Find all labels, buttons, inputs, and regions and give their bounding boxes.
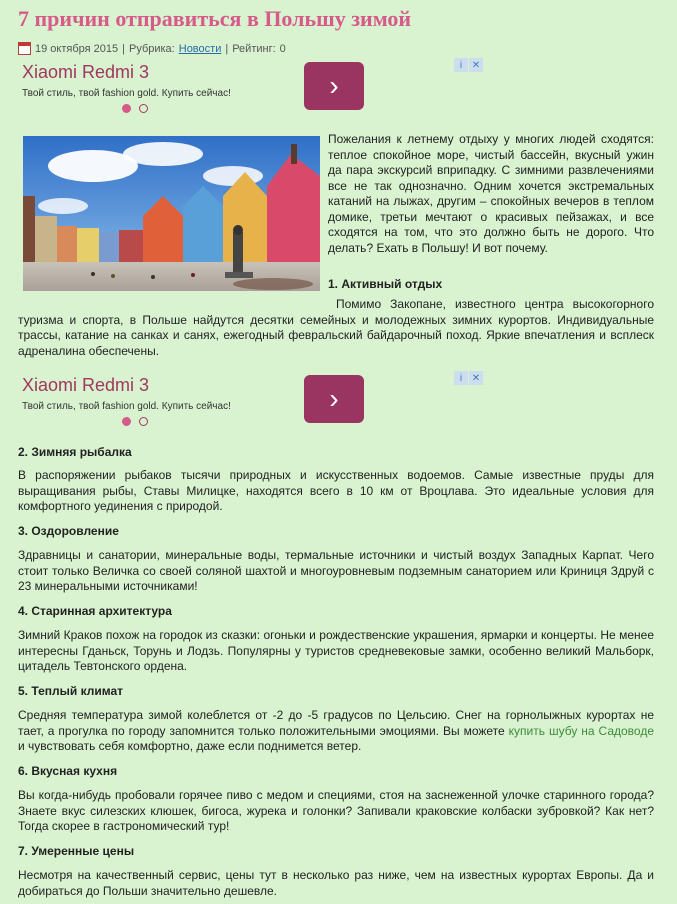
ad-close-icon[interactable]: ✕ [469, 58, 483, 72]
ad-subtitle[interactable]: Твой стиль, твой fashion gold. Купить сейчас! [22, 88, 231, 99]
article-date: 19 октября 2015 [35, 42, 119, 55]
town-square-image [23, 136, 320, 291]
ad-close-icon[interactable]: ✕ [469, 371, 483, 385]
section-heading-1: 1. Активный отдых [328, 277, 443, 291]
section-heading-4: 4. Старинная архитектура [18, 604, 172, 618]
ad-title[interactable]: Xiaomi Redmi 3 [22, 62, 150, 82]
ad-info-icon[interactable]: i [454, 371, 468, 385]
section-text-7: Несмотря на качественный сервис, цены тут в несколько раз ниже, чем на известных курортах Европы. Да и добираться до Польши значительно дешевле. [18, 868, 654, 898]
fur-coat-link[interactable]: купить шубу на Садоводе [508, 723, 655, 738]
category-link[interactable]: Новости [178, 42, 222, 55]
page-title: 7 причин отправиться в Польшу зимой [18, 6, 412, 31]
ad-banner-2[interactable] [18, 372, 488, 435]
section-text-3: Здравницы и санатории, минеральные воды, термальные источники и чистый воздух Западных Карпат. Чего стоит только Величка со своей соляной шахтой и многоуровневым подземным санаторием или Криниця Здруй с 23 минеральными источниками! [18, 548, 654, 593]
section-text-6: Вы когда-нибудь пробовали горячее пиво с медом и специями, стоя на заснеженной улочке старинного города? Знаете вкус силезских клюшек, бигоса, журека и голонки? Запивали краковские колбаски зубровкой? Как нет? Тогда скорее в гастрономический тур! [18, 788, 654, 833]
ad-next-button[interactable]: › [304, 62, 364, 110]
ad-page-dot-active[interactable] [122, 104, 131, 113]
rating-label: Рейтинг: [232, 42, 276, 55]
section-heading-3: 3. Оздоровление [18, 524, 119, 538]
ad-banner-1[interactable] [18, 59, 488, 122]
meta-sep-2: | [225, 42, 229, 55]
section-heading-6: 6. Вкусная кухня [18, 764, 118, 778]
ad-subtitle[interactable]: Твой стиль, твой fashion gold. Купить сейчас! [22, 401, 231, 412]
article-meta [18, 42, 286, 55]
ad-pager [122, 104, 148, 113]
category-label: Рубрика: [128, 42, 175, 55]
calendar-icon [18, 42, 31, 55]
ad-controls [454, 371, 483, 385]
section-heading-2: 2. Зимняя рыбалка [18, 445, 132, 459]
section-text-5 [18, 708, 654, 755]
ad-pager [122, 417, 148, 426]
intro-paragraph: Пожелания к летнему отдыху у многих людей сходятся: теплое спокойное море, чистый бассейн, вкусный ужин да пара экскурсий вприпадку. С зимними развлечениями все не так однозначно. Одним хочется экстремальных катаний на лыжах, другим – спокойных вечеров в теплом домике, третьи мечтают о красивых пейзажах, и все сходятся на том, что это должно быть не дорого. Что делать? Ехать в Польшу! И вот почему. [328, 132, 654, 255]
article-photo [23, 136, 320, 291]
section-text-5-after: и чувствовать себя комфортно, даже если поднимется ветер. [18, 739, 362, 753]
section-text-4: Зимний Краков похож на городок из сказки: огоньки и рождественские украшения, ярмарки и концерты. Не менее интересны Гданьск, Торунь и Лодзь. Популярны у туристов средневековые замки, особенно великий Мальборк, цитадель Тевтонского ордена. [18, 628, 654, 673]
section-text-2: В распоряжении рыбаков тысячи природных и искусственных водоемов. Самые известные пруды для выращивания рыбы, Ставы Милицке, находятся всего в 10 км от Вроцлава. Это идеальные условия для комфортного уединения с природой. [18, 468, 654, 513]
ad-title[interactable]: Xiaomi Redmi 3 [22, 375, 150, 395]
ad-next-button[interactable]: › [304, 375, 364, 423]
section-heading-7: 7. Умеренные цены [18, 844, 135, 858]
meta-sep-1: | [122, 42, 125, 55]
section-text-5-before: Средняя температура зимой колеблется от -2 до -5 градусов по Цельсию. Снег на горнолыжных курортах не тает, а прогулка по городу запомнится только положительными эмоциями. Вы можете [18, 708, 654, 738]
section-text-1: Помимо Закопане, известного центра высокогорного туризма и спорта, в Польше найдутся десятки семейных и молодежных зимних курортов. Индивидуальные трассы, катание на санках и санях, ежегодный февральский байдарочный поход. Яркие впечатления и всплеск адреналина обеспечены. [18, 297, 654, 358]
ad-page-dot-active[interactable] [122, 417, 131, 426]
ad-page-dot[interactable] [139, 417, 148, 426]
ad-page-dot[interactable] [139, 104, 148, 113]
ad-info-icon[interactable]: i [454, 58, 468, 72]
section-heading-5: 5. Теплый климат [18, 684, 123, 698]
ad-controls [454, 58, 483, 72]
rating-value: 0 [279, 42, 286, 55]
